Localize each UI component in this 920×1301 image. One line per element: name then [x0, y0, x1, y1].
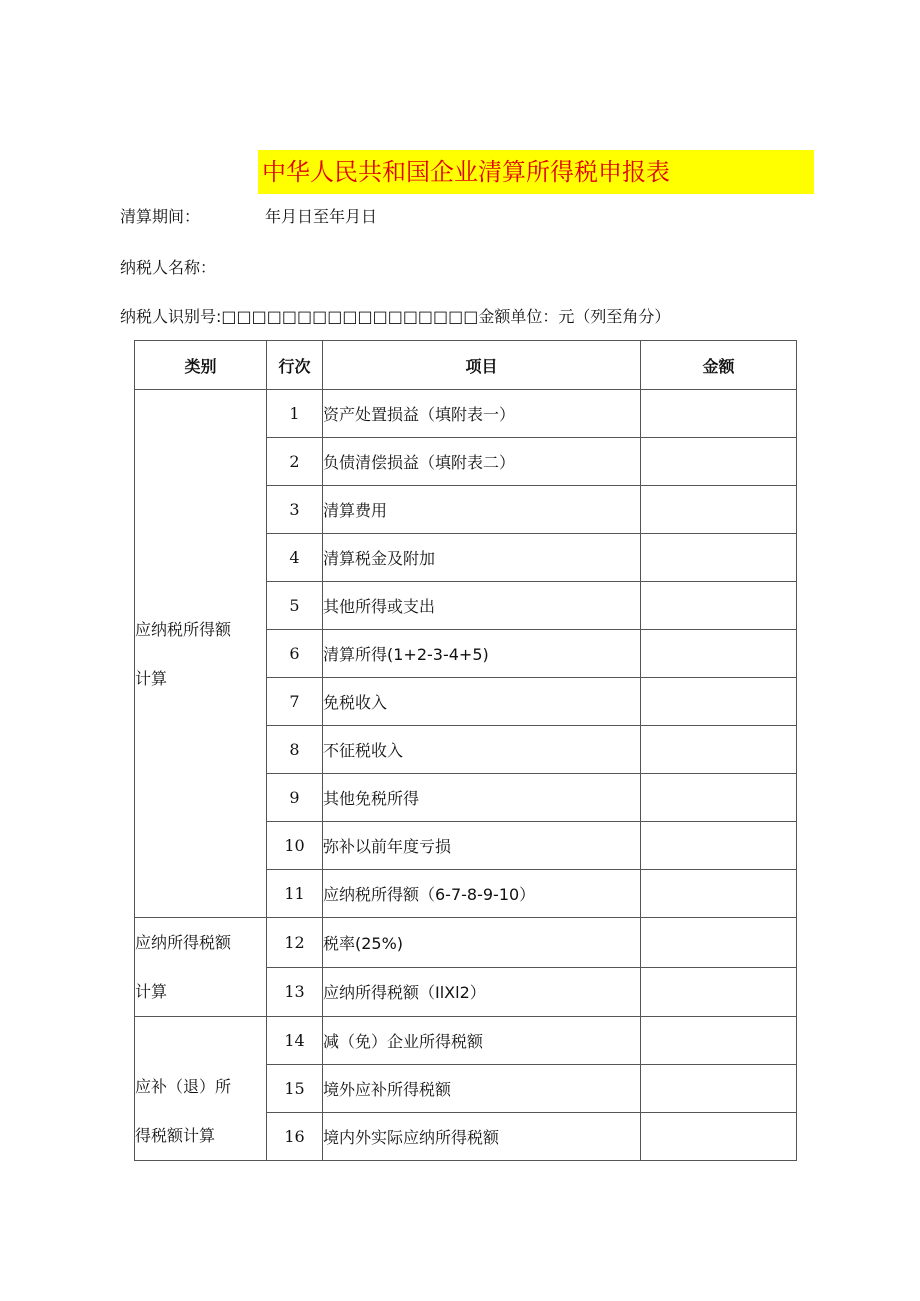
period-label: 清算期间：	[120, 207, 201, 226]
amount-cell[interactable]	[641, 678, 797, 726]
line-no: 15	[267, 1065, 323, 1113]
taxpayer-id-boxes[interactable]: □□□□□□□□□□□□□□□□□	[221, 307, 479, 326]
item-label: 境外应补所得税额	[323, 1065, 641, 1113]
item-label: 资产处置损益（填附表一）	[323, 390, 641, 438]
amount-cell[interactable]	[641, 1065, 797, 1113]
period-value: 年月日至年月日	[265, 207, 378, 226]
category-line: 计算	[135, 982, 168, 1001]
item-label: 不征税收入	[323, 726, 641, 774]
line-no: 9	[267, 774, 323, 822]
line-no: 5	[267, 582, 323, 630]
amount-cell[interactable]	[641, 1017, 797, 1065]
amount-cell[interactable]	[641, 390, 797, 438]
item-label: 应纳税所得额（6-7-8-9-10）	[323, 870, 641, 918]
item-label: 清算税金及附加	[323, 534, 641, 582]
table-header-row	[135, 341, 797, 390]
amount-cell[interactable]	[641, 582, 797, 630]
item-label: 其他免税所得	[323, 774, 641, 822]
category-line: 应纳所得税额	[135, 933, 232, 952]
form-title: 中华人民共和国企业清算所得税申报表	[262, 158, 670, 186]
item-label: 弥补以前年度亏损	[323, 822, 641, 870]
amount-cell[interactable]	[641, 534, 797, 582]
category-line: 得税额计算	[135, 1126, 216, 1145]
item-label: 应纳所得税额（IlXl2）	[323, 967, 641, 1017]
line-no: 16	[267, 1113, 323, 1161]
amount-cell[interactable]	[641, 1113, 797, 1161]
line-no: 6	[267, 630, 323, 678]
amount-cell[interactable]	[641, 870, 797, 918]
item-label: 免税收入	[323, 678, 641, 726]
item-label: 减（免）企业所得税额	[323, 1017, 641, 1065]
line-no: 11	[267, 870, 323, 918]
category-line: 计算	[135, 668, 168, 688]
line-no: 2	[267, 438, 323, 486]
line-no: 10	[267, 822, 323, 870]
col-header-category: 类别	[135, 341, 267, 390]
line-no: 7	[267, 678, 323, 726]
amount-cell[interactable]	[641, 822, 797, 870]
line-no: 14	[267, 1017, 323, 1065]
item-label: 境内外实际应纳所得税额	[323, 1113, 641, 1161]
amount-cell[interactable]	[641, 774, 797, 822]
amount-cell[interactable]	[641, 967, 797, 1017]
amount-cell[interactable]	[641, 438, 797, 486]
item-label: 清算费用	[323, 486, 641, 534]
table-row	[135, 390, 797, 438]
amount-cell[interactable]	[641, 726, 797, 774]
line-no: 4	[267, 534, 323, 582]
amount-cell[interactable]	[641, 630, 797, 678]
amount-unit: 金额单位：元（列至角分）	[478, 307, 671, 326]
line-no: 1	[267, 390, 323, 438]
amount-cell[interactable]	[641, 918, 797, 968]
line-no: 12	[267, 918, 323, 968]
taxpayer-id-label: 纳税人识别号:	[120, 307, 222, 326]
table-row	[135, 918, 797, 968]
amount-cell[interactable]	[641, 486, 797, 534]
item-label: 税率(25%)	[323, 918, 641, 968]
category-line: 应补（退）所	[135, 1077, 232, 1096]
item-label: 清算所得(1+2-3-4+5)	[323, 630, 641, 678]
category-cell-tax-payable	[135, 918, 267, 1017]
table-row	[135, 1017, 797, 1065]
item-label: 负债清偿损益（填附表二）	[323, 438, 641, 486]
category-cell-tax-refund	[135, 1017, 267, 1161]
line-no: 8	[267, 726, 323, 774]
col-header-line-no: 行次	[267, 341, 323, 390]
category-line: 应纳税所得额	[135, 619, 232, 639]
category-cell-taxable-income	[135, 390, 267, 918]
taxpayer-id-row	[120, 306, 670, 328]
col-header-item: 项目	[323, 341, 641, 390]
taxpayer-name-label: 纳税人名称：	[120, 258, 217, 277]
item-label: 其他所得或支出	[323, 582, 641, 630]
declaration-table	[134, 340, 797, 1161]
line-no: 13	[267, 967, 323, 1017]
col-header-amount: 金额	[641, 341, 797, 390]
line-no: 3	[267, 486, 323, 534]
